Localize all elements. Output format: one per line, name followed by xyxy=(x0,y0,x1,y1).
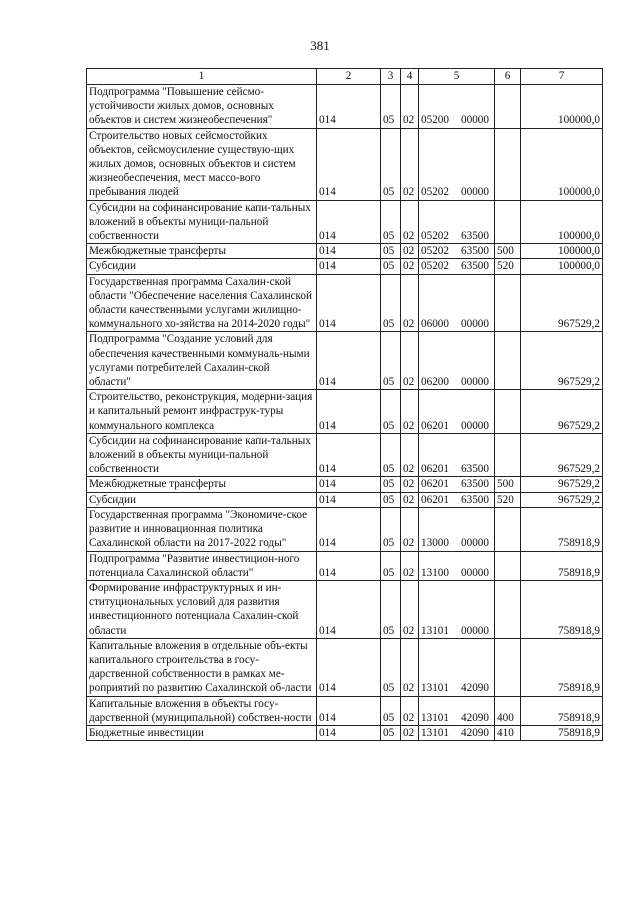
row-expense-type: 520 xyxy=(495,492,521,507)
row-expense-type: 500 xyxy=(495,477,521,492)
row-target-code xyxy=(419,551,495,580)
row-target-code xyxy=(419,85,495,129)
row-expense-type xyxy=(495,551,521,580)
row-admin-code: 014 xyxy=(317,507,381,551)
row-name: Бюджетные инвестиции xyxy=(87,725,317,740)
row-section: 05 xyxy=(381,638,401,696)
row-amount: 100000,0 xyxy=(521,259,603,274)
row-name: Субсидии xyxy=(87,259,317,274)
row-admin-code: 014 xyxy=(317,696,381,725)
row-name: Капитальные вложения в отдельные объ-екты капитального строительства в госу-дарственной собственности в рамках ме-роприятий по развитию Сахалинской об-ласти xyxy=(87,638,317,696)
table-header-row xyxy=(87,69,603,85)
row-section: 05 xyxy=(381,200,401,244)
row-target-code-program: 05202 xyxy=(421,260,449,273)
row-subsection: 02 xyxy=(401,390,419,434)
row-section: 05 xyxy=(381,725,401,740)
row-target-code-program: 13000 xyxy=(421,537,449,550)
row-target-code-program: 13101 xyxy=(421,682,449,695)
row-section: 05 xyxy=(381,259,401,274)
row-amount: 758918,9 xyxy=(521,638,603,696)
row-amount: 967529,2 xyxy=(521,477,603,492)
row-target-code xyxy=(419,725,495,740)
row-expense-type xyxy=(495,85,521,129)
row-amount: 967529,2 xyxy=(521,390,603,434)
row-target-code-direction: 42090 xyxy=(461,726,489,739)
row-name: Государственная программа "Экономиче-ское развитие и инновационная политика Сахалинской области на 2017-2022 годы" xyxy=(87,507,317,551)
row-target-code-direction: 63500 xyxy=(461,245,489,258)
row-section: 05 xyxy=(381,507,401,551)
table-row xyxy=(87,551,603,580)
table-row xyxy=(87,332,603,390)
row-target-code-program: 13100 xyxy=(421,566,449,579)
row-target-code-program: 05202 xyxy=(421,230,449,243)
header-name: 1 xyxy=(87,69,317,85)
row-expense-type xyxy=(495,200,521,244)
row-target-code-direction: 63500 xyxy=(461,230,489,243)
row-section: 05 xyxy=(381,492,401,507)
row-admin-code: 014 xyxy=(317,128,381,200)
page-number: 381 xyxy=(310,38,330,53)
row-name: Строительство новых сейсмостойких объектов, сейсмоусиление существую-щих жилых домов, основных объектов и систем жизнеобеспечения, мест массо-вого пребывания людей xyxy=(87,128,317,200)
row-expense-type xyxy=(495,274,521,332)
row-target-code xyxy=(419,390,495,434)
row-name: Строительство, реконструкция, модерни-зация и капитальный ремонт инфраструк-туры коммунального комплекса xyxy=(87,390,317,434)
row-target-code-program: 13101 xyxy=(421,624,449,637)
row-target-code-direction: 42090 xyxy=(461,682,489,695)
row-admin-code: 014 xyxy=(317,551,381,580)
row-name: Субсидии на софинансирование капи-тальных вложений в объекты муници-пальной собственности xyxy=(87,433,317,477)
table-row xyxy=(87,259,603,274)
row-expense-type: 400 xyxy=(495,696,521,725)
row-target-code xyxy=(419,244,495,259)
table-row xyxy=(87,725,603,740)
table-row xyxy=(87,244,603,259)
row-amount: 967529,2 xyxy=(521,492,603,507)
row-admin-code: 014 xyxy=(317,390,381,434)
row-target-code-direction: 00000 xyxy=(461,376,489,389)
row-target-code-direction: 00000 xyxy=(461,114,489,127)
row-name: Субсидии xyxy=(87,492,317,507)
row-target-code-direction: 63500 xyxy=(461,478,489,491)
row-target-code-direction: 00000 xyxy=(461,566,489,579)
row-section: 05 xyxy=(381,85,401,129)
row-admin-code: 014 xyxy=(317,259,381,274)
header-target-code: 5 xyxy=(419,69,495,85)
table-row xyxy=(87,638,603,696)
row-target-code xyxy=(419,507,495,551)
row-target-code-program: 13101 xyxy=(421,726,449,739)
row-name: Формирование инфраструктурных и ин-ституциональных условий для развития инвестиционного потенциала Сахалин-ской области xyxy=(87,580,317,638)
row-subsection: 02 xyxy=(401,696,419,725)
row-amount: 758918,9 xyxy=(521,696,603,725)
header-admin-code: 2 xyxy=(317,69,381,85)
row-expense-type xyxy=(495,390,521,434)
row-expense-type xyxy=(495,128,521,200)
row-section: 05 xyxy=(381,274,401,332)
row-target-code-program: 06200 xyxy=(421,376,449,389)
row-expense-type: 500 xyxy=(495,244,521,259)
row-subsection: 02 xyxy=(401,244,419,259)
row-name: Межбюджетные трансферты xyxy=(87,477,317,492)
row-amount: 758918,9 xyxy=(521,725,603,740)
row-target-code xyxy=(419,638,495,696)
row-section: 05 xyxy=(381,433,401,477)
row-name: Подпрограмма "Создание условий для обеспечения качественными коммуналь-ными услугами потребителей Сахалин-ской области" xyxy=(87,332,317,390)
row-target-code-direction: 42090 xyxy=(461,711,489,724)
row-admin-code: 014 xyxy=(317,433,381,477)
row-target-code-direction: 00000 xyxy=(461,624,489,637)
row-expense-type: 410 xyxy=(495,725,521,740)
row-name: Субсидии на софинансирование капи-тальных вложений в объекты муници-пальной собственности xyxy=(87,200,317,244)
row-expense-type xyxy=(495,580,521,638)
row-target-code xyxy=(419,580,495,638)
row-name: Подпрограмма "Развитие инвестицион-ного потенциала Сахалинской области" xyxy=(87,551,317,580)
row-name: Подпрограмма "Повышение сейсмо-устойчивости жилых домов, основных объектов и систем жизнеобеспечения" xyxy=(87,85,317,129)
table-row xyxy=(87,580,603,638)
row-target-code xyxy=(419,433,495,477)
row-admin-code: 014 xyxy=(317,332,381,390)
row-section: 05 xyxy=(381,390,401,434)
row-expense-type xyxy=(495,332,521,390)
row-amount: 100000,0 xyxy=(521,85,603,129)
row-section: 05 xyxy=(381,332,401,390)
row-section: 05 xyxy=(381,244,401,259)
table-row xyxy=(87,274,603,332)
row-target-code-program: 05200 xyxy=(421,114,449,127)
row-subsection: 02 xyxy=(401,85,419,129)
row-name: Межбюджетные трансферты xyxy=(87,244,317,259)
row-subsection: 02 xyxy=(401,332,419,390)
row-subsection: 02 xyxy=(401,638,419,696)
row-admin-code: 014 xyxy=(317,492,381,507)
row-section: 05 xyxy=(381,477,401,492)
row-target-code xyxy=(419,696,495,725)
table-row xyxy=(87,390,603,434)
row-target-code-direction: 00000 xyxy=(461,186,489,199)
row-target-code xyxy=(419,477,495,492)
row-target-code-program: 05202 xyxy=(421,186,449,199)
row-target-code xyxy=(419,128,495,200)
row-subsection: 02 xyxy=(401,433,419,477)
row-subsection: 02 xyxy=(401,507,419,551)
row-section: 05 xyxy=(381,580,401,638)
row-subsection: 02 xyxy=(401,259,419,274)
row-subsection: 02 xyxy=(401,492,419,507)
row-subsection: 02 xyxy=(401,200,419,244)
row-target-code xyxy=(419,274,495,332)
row-target-code xyxy=(419,332,495,390)
row-target-code-program: 06000 xyxy=(421,318,449,331)
row-target-code-program: 06201 xyxy=(421,478,449,491)
row-section: 05 xyxy=(381,696,401,725)
row-subsection: 02 xyxy=(401,128,419,200)
table-body xyxy=(87,85,603,741)
row-amount: 758918,9 xyxy=(521,580,603,638)
row-admin-code: 014 xyxy=(317,274,381,332)
row-target-code-program: 06201 xyxy=(421,493,449,506)
budget-table xyxy=(86,68,603,741)
table-row xyxy=(87,200,603,244)
row-admin-code: 014 xyxy=(317,580,381,638)
row-target-code-direction: 00000 xyxy=(461,537,489,550)
row-expense-type xyxy=(495,507,521,551)
row-subsection: 02 xyxy=(401,725,419,740)
row-amount: 100000,0 xyxy=(521,244,603,259)
table-row xyxy=(87,128,603,200)
row-amount: 967529,2 xyxy=(521,332,603,390)
row-target-code-program: 13101 xyxy=(421,711,449,724)
row-target-code-program: 05202 xyxy=(421,245,449,258)
row-target-code-direction: 00000 xyxy=(461,419,489,432)
row-subsection: 02 xyxy=(401,477,419,492)
row-admin-code: 014 xyxy=(317,244,381,259)
row-target-code-program: 06201 xyxy=(421,463,449,476)
row-expense-type xyxy=(495,433,521,477)
row-target-code xyxy=(419,259,495,274)
row-amount: 967529,2 xyxy=(521,274,603,332)
row-expense-type: 520 xyxy=(495,259,521,274)
row-amount: 758918,9 xyxy=(521,507,603,551)
row-amount: 100000,0 xyxy=(521,200,603,244)
header-expense-type: 6 xyxy=(495,69,521,85)
header-amount: 7 xyxy=(521,69,603,85)
row-target-code xyxy=(419,492,495,507)
row-target-code xyxy=(419,200,495,244)
row-target-code-program: 06201 xyxy=(421,419,449,432)
row-target-code-direction: 63500 xyxy=(461,493,489,506)
row-amount: 967529,2 xyxy=(521,433,603,477)
row-target-code-direction: 63500 xyxy=(461,463,489,476)
row-admin-code: 014 xyxy=(317,725,381,740)
row-target-code-direction: 00000 xyxy=(461,318,489,331)
row-amount: 758918,9 xyxy=(521,551,603,580)
table-row xyxy=(87,85,603,129)
row-admin-code: 014 xyxy=(317,200,381,244)
row-target-code-direction: 63500 xyxy=(461,260,489,273)
table-row xyxy=(87,696,603,725)
header-subsection: 4 xyxy=(401,69,419,85)
row-expense-type xyxy=(495,638,521,696)
row-amount: 100000,0 xyxy=(521,128,603,200)
row-admin-code: 014 xyxy=(317,638,381,696)
row-admin-code: 014 xyxy=(317,477,381,492)
row-subsection: 02 xyxy=(401,551,419,580)
row-subsection: 02 xyxy=(401,580,419,638)
row-admin-code: 014 xyxy=(317,85,381,129)
table-row xyxy=(87,492,603,507)
table-row xyxy=(87,507,603,551)
row-section: 05 xyxy=(381,551,401,580)
header-section: 3 xyxy=(381,69,401,85)
table-row xyxy=(87,477,603,492)
row-section: 05 xyxy=(381,128,401,200)
row-name: Государственная программа Сахалин-ской области "Обеспечение населения Сахалинской области качественными услугами жилищно-коммунального хо-зяйства на 2014-2020 годы" xyxy=(87,274,317,332)
row-name: Капитальные вложения в объекты госу-дарственной (муниципальной) собствен-ности xyxy=(87,696,317,725)
row-subsection: 02 xyxy=(401,274,419,332)
table-row xyxy=(87,433,603,477)
